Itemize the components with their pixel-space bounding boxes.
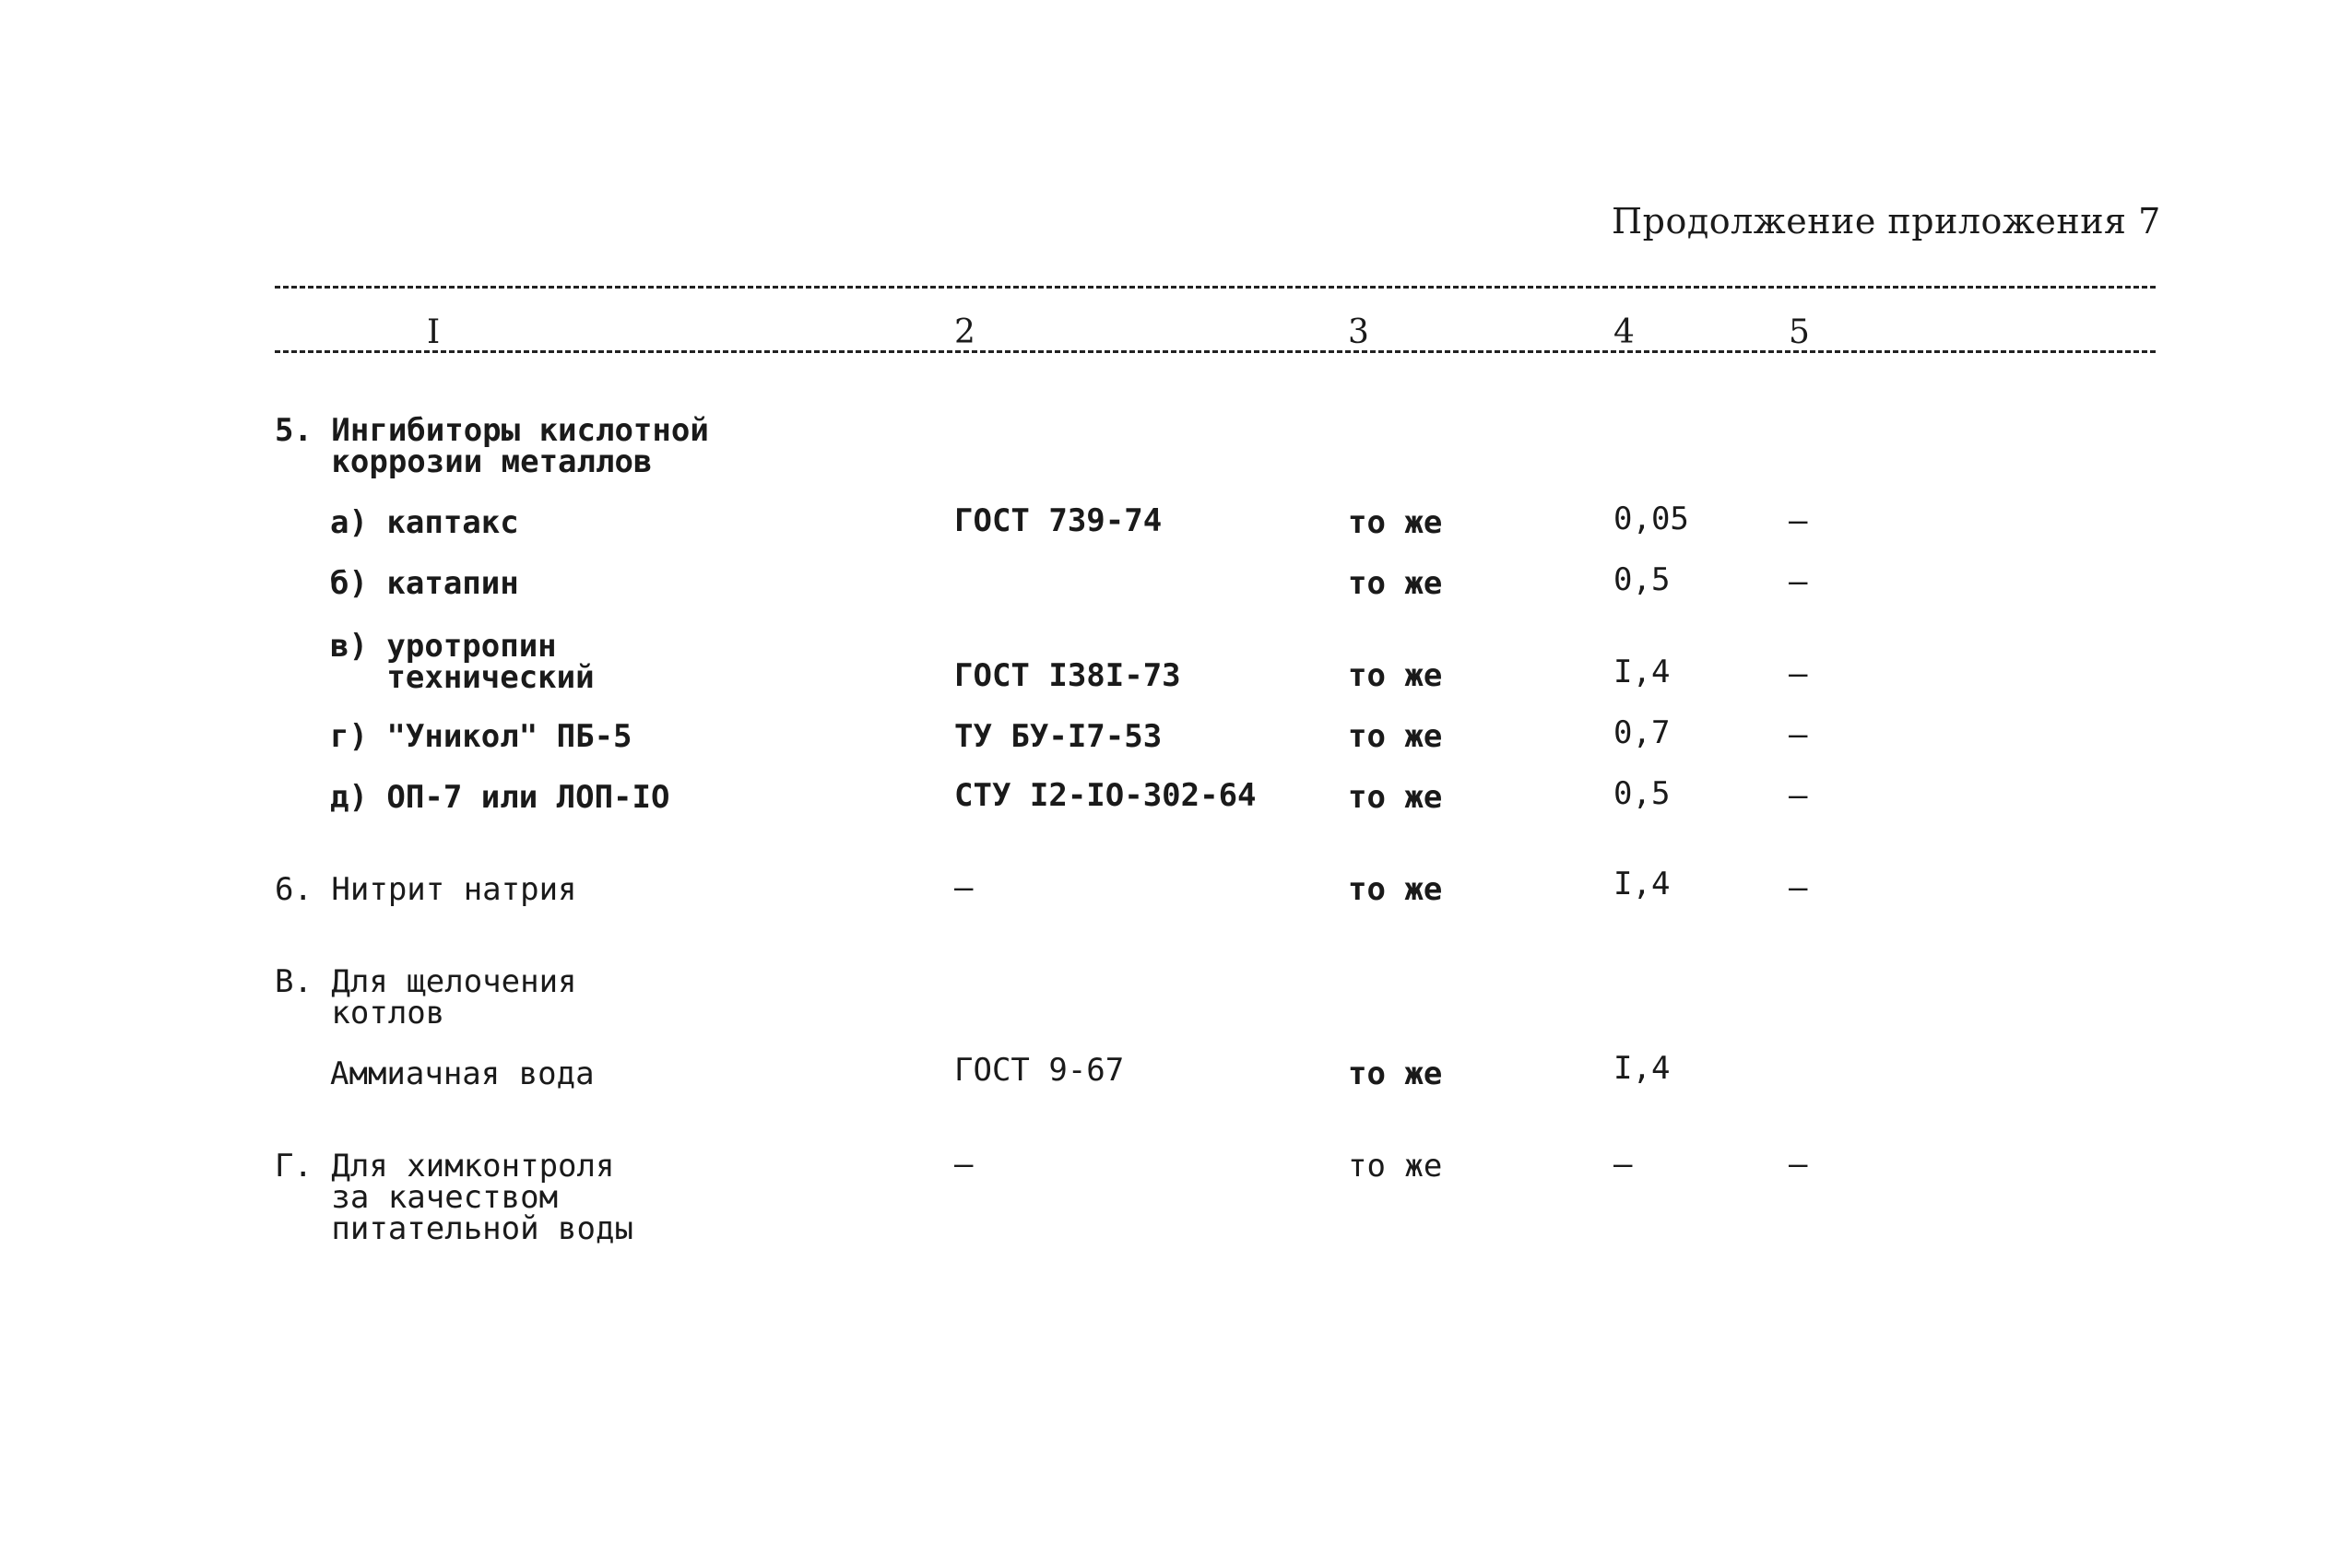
row-g-unit: то же bbox=[1348, 1148, 1443, 1185]
row-5c-unit: то же bbox=[1348, 657, 1443, 694]
column-header-5: 5 bbox=[1789, 313, 1810, 351]
section-v-title: В. Для щелочения котлов bbox=[275, 963, 577, 1032]
row-v1-name: Аммиачная вода bbox=[330, 1055, 595, 1092]
row-6-value: I,4 bbox=[1613, 866, 1671, 902]
row-5b-col5: – bbox=[1789, 563, 1808, 600]
row-5e-name: д) ОП-7 или ЛОП-IО bbox=[330, 779, 670, 816]
row-5d-value: 0,7 bbox=[1613, 714, 1671, 751]
table-top-rule bbox=[275, 286, 2156, 289]
row-6-col5: – bbox=[1789, 869, 1808, 906]
row-5e-col5: – bbox=[1789, 777, 1808, 814]
row-5d-standard: ТУ БУ-I7-53 bbox=[954, 718, 1163, 755]
row-5c-name: в) уротропин технический bbox=[330, 628, 595, 696]
column-header-1: I bbox=[427, 313, 441, 351]
row-g-value: – bbox=[1613, 1146, 1633, 1183]
row-5d-name: г) "Уникол" ПБ-5 bbox=[330, 718, 632, 755]
row-5b-name: б) катапин bbox=[330, 565, 519, 602]
row-5a-name: а) каптакс bbox=[330, 504, 519, 541]
row-6-name: 6. Нитрит натрия bbox=[275, 871, 577, 908]
row-5d-col5: – bbox=[1789, 716, 1808, 753]
section-g-title: Г. Для химконтроля за качеством питательной воды bbox=[275, 1148, 633, 1247]
row-g-standard: – bbox=[954, 1146, 974, 1183]
row-5a-standard: ГОСТ 739-74 bbox=[954, 502, 1163, 539]
row-6-standard: – bbox=[954, 869, 974, 906]
table-header-rule bbox=[275, 350, 2156, 353]
row-5e-unit: то же bbox=[1348, 779, 1443, 816]
row-g-col5: – bbox=[1789, 1146, 1808, 1183]
row-5a-value: 0,05 bbox=[1613, 501, 1689, 537]
column-header-2: 2 bbox=[954, 313, 975, 351]
row-5e-standard: СТУ I2-IО-302-64 bbox=[954, 777, 1257, 814]
row-v1-standard: ГОСТ 9-67 bbox=[954, 1052, 1125, 1089]
row-v1-value: I,4 bbox=[1613, 1050, 1671, 1087]
row-6-unit: то же bbox=[1348, 871, 1443, 908]
row-5c-value: I,4 bbox=[1613, 654, 1671, 690]
column-header-4: 4 bbox=[1613, 313, 1635, 351]
row-5b-unit: то же bbox=[1348, 565, 1443, 602]
row-5a-col5: – bbox=[1789, 502, 1808, 539]
row-v1-unit: то же bbox=[1348, 1055, 1443, 1092]
row-5c-standard: ГОСТ I38I-73 bbox=[954, 657, 1181, 694]
row-5c-col5: – bbox=[1789, 655, 1808, 692]
row-5b-value: 0,5 bbox=[1613, 561, 1671, 598]
column-header-3: 3 bbox=[1348, 313, 1369, 351]
section-5-title: 5. Ингибиторы кислотной коррозии металлов bbox=[275, 412, 709, 480]
continuation-note: Продолжение приложения 7 bbox=[1612, 201, 2161, 242]
row-5d-unit: то же bbox=[1348, 718, 1443, 755]
row-5e-value: 0,5 bbox=[1613, 775, 1671, 812]
row-5a-unit: то же bbox=[1348, 504, 1443, 541]
